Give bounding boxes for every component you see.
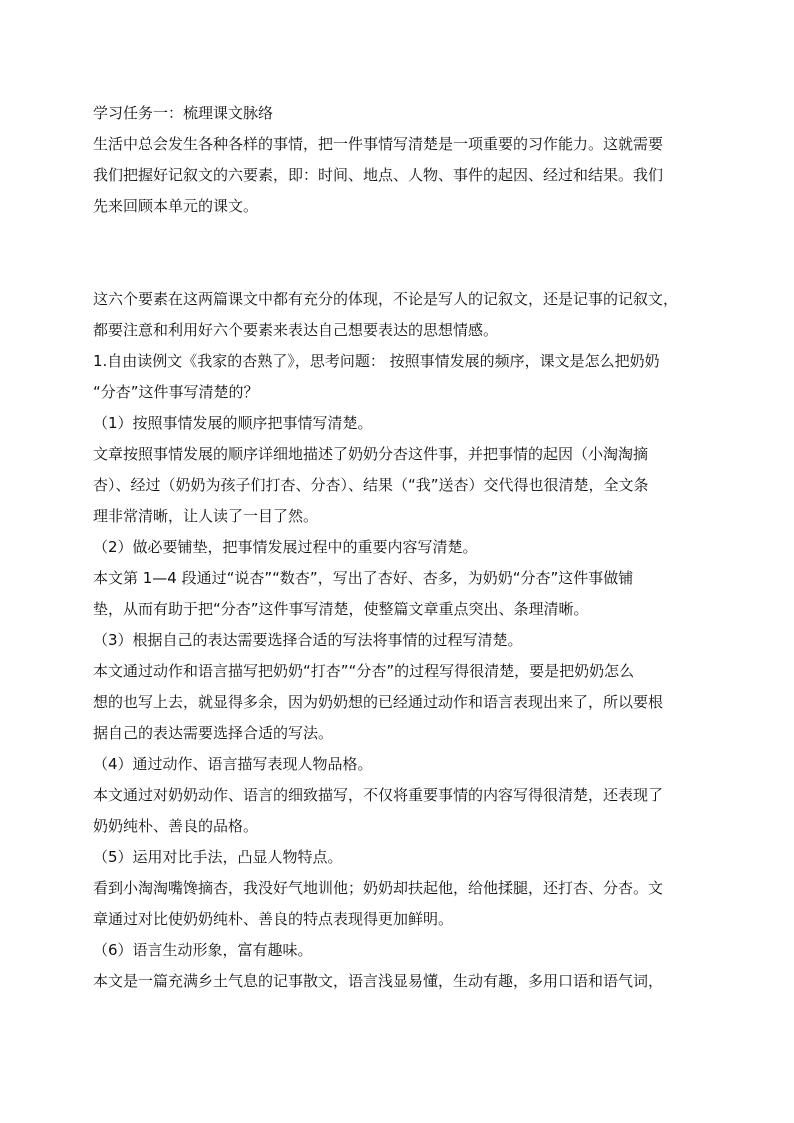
section-heading: （6）语言生动形象，富有趣味。 bbox=[93, 941, 313, 959]
section-heading: （2）做必要铺垫，把事情发展过程中的重要内容写清楚。 bbox=[93, 538, 478, 556]
section-heading: （1）按照事情发展的顺序把事情写清楚。 bbox=[93, 414, 373, 432]
summary-line: 这六个要素在这两篇课文中都有充分的体现，不论是写人的记叙文，还是记事的记叙文， bbox=[93, 290, 679, 308]
section-line: 本文第 1—4 段通过“说杏”“数杏”，写出了杏好、杏多，为奶奶“分杏”这件事做铺 bbox=[93, 569, 634, 587]
section-3 bbox=[93, 625, 705, 749]
section-line: 垫，从而有助于把“分杏”这件事写清楚，使整篇文章重点突出、条理清晰。 bbox=[93, 600, 589, 618]
summary-line: 都要注意和利用好六个要素来表达自己想要表达的思想情感。 bbox=[93, 321, 499, 339]
blank-space bbox=[93, 222, 705, 284]
section-6 bbox=[93, 935, 705, 997]
intro-line: 生活中总会发生各种各样的事情，把一件事情写清楚是一项重要的习作能力。这就需要 bbox=[93, 135, 664, 153]
task-title: 学习任务一：梳理课文脉络 bbox=[93, 104, 274, 122]
section-line: 理非常清晰，让人读了一目了然。 bbox=[93, 507, 319, 525]
section-line: 奶奶纯朴、善良的品格。 bbox=[93, 817, 259, 835]
section-line: 杏）、经过（奶奶为孩子们打杏、分杏）、结果（“我”送杏）交代得也很清楚，全文条 bbox=[93, 476, 649, 494]
section-5 bbox=[93, 842, 705, 935]
question-paragraph bbox=[93, 346, 705, 408]
section-line: 想的也写上去，就显得多余，因为奶奶想的已经通过动作和语言表现出来了，所以要根 bbox=[93, 693, 664, 711]
section-4 bbox=[93, 749, 705, 842]
intro-line: 先来回顾本单元的课文。 bbox=[93, 197, 259, 215]
section-line: 本文通过动作和语言描写把奶奶“打杏”“分杏”的过程写得很清楚，要是把奶奶怎么 bbox=[93, 662, 635, 680]
section-line: 文章按照事情发展的顺序详细地描述了奶奶分杏这件事，并把事情的起因（小淘淘摘 bbox=[93, 445, 649, 463]
question-line: 1.自由读例文《我家的杏熟了》，思考问题： 按照事情发展的频序，课文是怎么把奶奶 bbox=[93, 352, 660, 370]
section-line: 本文通过对奶奶动作、语言的细致描写，不仅将重要事情的内容写得很清楚，还表现了 bbox=[93, 786, 664, 804]
intro-line: 我们把握好记叙文的六要素，即：时间、地点、人物、事件的起因、经过和结果。我们 bbox=[93, 166, 664, 184]
document-body bbox=[93, 99, 705, 997]
section-line: 本文是一篇充满乡土气息的记事散文，语言浅显易懂，生动有趣，多用口语和语气词， bbox=[93, 972, 664, 990]
section-2 bbox=[93, 532, 705, 625]
intro-paragraph bbox=[93, 129, 705, 222]
section-line: 章通过对比使奶奶纯朴、善良的特点表现得更加鲜明。 bbox=[93, 910, 454, 928]
section-1 bbox=[93, 408, 705, 532]
section-heading: （3）根据自己的表达需要选择合适的写法将事情的过程写清楚。 bbox=[93, 631, 523, 649]
section-heading: （4）通过动作、语言描写表现人物品格。 bbox=[93, 755, 373, 773]
section-line: 看到小淘淘嘴馋摘杏，我没好气地训他；奶奶却扶起他，给他揉腿，还打杏、分杏。文 bbox=[93, 879, 664, 897]
section-line: 据自己的表达需要选择合适的写法。 bbox=[93, 724, 334, 742]
summary-paragraph bbox=[93, 284, 705, 346]
question-line: “分杏”这件事写清楚的？ bbox=[93, 383, 259, 401]
section-heading: （5）运用对比手法，凸显人物特点。 bbox=[93, 848, 343, 866]
